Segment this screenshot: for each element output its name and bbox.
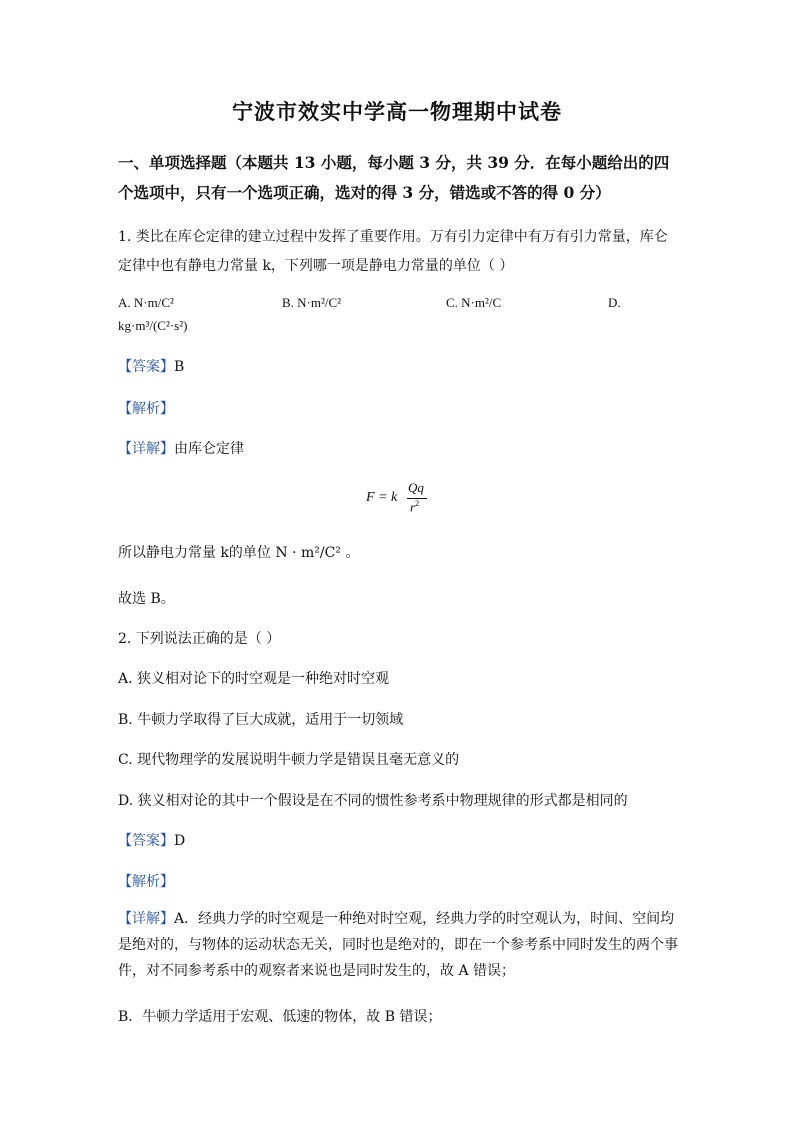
q1-option-c: C. N·m²/C — [446, 295, 502, 310]
q1-choice: 故选 B。 — [118, 591, 175, 607]
q2-answer — [118, 830, 185, 850]
formula-numerator: Qq — [408, 480, 424, 495]
answer-value: B — [174, 359, 185, 375]
answer-tag: 【答案】 — [118, 359, 174, 375]
page-title: 宁波市效实中学高一物理期中试卷 — [232, 99, 562, 124]
q1-analysis-tag — [118, 398, 174, 418]
formula-denominator — [410, 499, 419, 515]
q2-stem: 2. 下列说法正确的是（ ） — [118, 631, 281, 647]
detail-tag: 【详解】 — [118, 441, 174, 457]
q1-option-a: A. N·m/C² — [118, 295, 174, 310]
coulomb-formula — [366, 480, 446, 520]
q1-option-d-label: D. — [608, 295, 621, 310]
detail-a-text: A．经典力学的时空观是一种绝对时空观，经典力学的时空观认为，时间、空间均是绝对的，与物体的运动状态无关，同时也是绝对的，即在一个参考系中同时发生的两个事件，对不同参考系中的观察者来说也是同时发生的，故 A 错误； — [118, 911, 678, 979]
detail-text: 由库仑定律 — [174, 441, 244, 457]
q2-option-b: B. 牛顿力学取得了巨大成就，适用于一切领域 — [118, 712, 404, 728]
q1-stem-line2: 定律中也有静电力常量 k，下列哪一项是静电力常量的单位（ ） — [118, 258, 514, 274]
detail-tag: 【详解】 — [118, 911, 174, 927]
answer-tag: 【答案】 — [118, 833, 174, 849]
q2-option-d: D. 狭义相对论的其中一个假设是在不同的惯性参考系中物理规律的形式都是相同的 — [118, 793, 628, 809]
q2-option-a: A. 狭义相对论下的时空观是一种绝对时空观 — [118, 671, 390, 687]
q2-detail-a — [118, 906, 678, 984]
q1-stem-line1: 1. 类比在库仑定律的建立过程中发挥了重要作用。万有引力定律中有万有引力常量，库仑 — [118, 229, 668, 245]
formula-lhs: F = k — [366, 490, 398, 505]
q1-option-b: B. N·m²/C² — [282, 295, 342, 310]
q1-answer — [118, 356, 184, 376]
analysis-tag: 【解析】 — [118, 874, 174, 890]
q1-option-d-value: kg·m³/(C²·s²) — [118, 318, 188, 333]
q2-detail-b: B．牛顿力学适用于宏观、低速的物体，故 B 错误； — [118, 1009, 442, 1025]
q1-detail — [118, 438, 244, 458]
denominator-exponent: 2 — [415, 499, 420, 508]
q1-conclusion: 所以静电力常量 k的单位 N · m²/C² 。 — [118, 545, 360, 561]
q2-analysis-tag — [118, 871, 174, 891]
answer-value: D — [174, 833, 186, 849]
denominator-base: r — [410, 499, 416, 515]
section-heading: 一、单项选择题（本题共 13 小题，每小题 3 分，共 39 分．在每小题给出的四个选项中，只有一个选项正确，选对的得 3 分，错选或不答的得 0 分） — [118, 153, 670, 202]
analysis-tag: 【解析】 — [118, 401, 174, 417]
q2-option-c: C. 现代物理学的发展说明牛顿力学是错误且毫无意义的 — [118, 752, 460, 768]
